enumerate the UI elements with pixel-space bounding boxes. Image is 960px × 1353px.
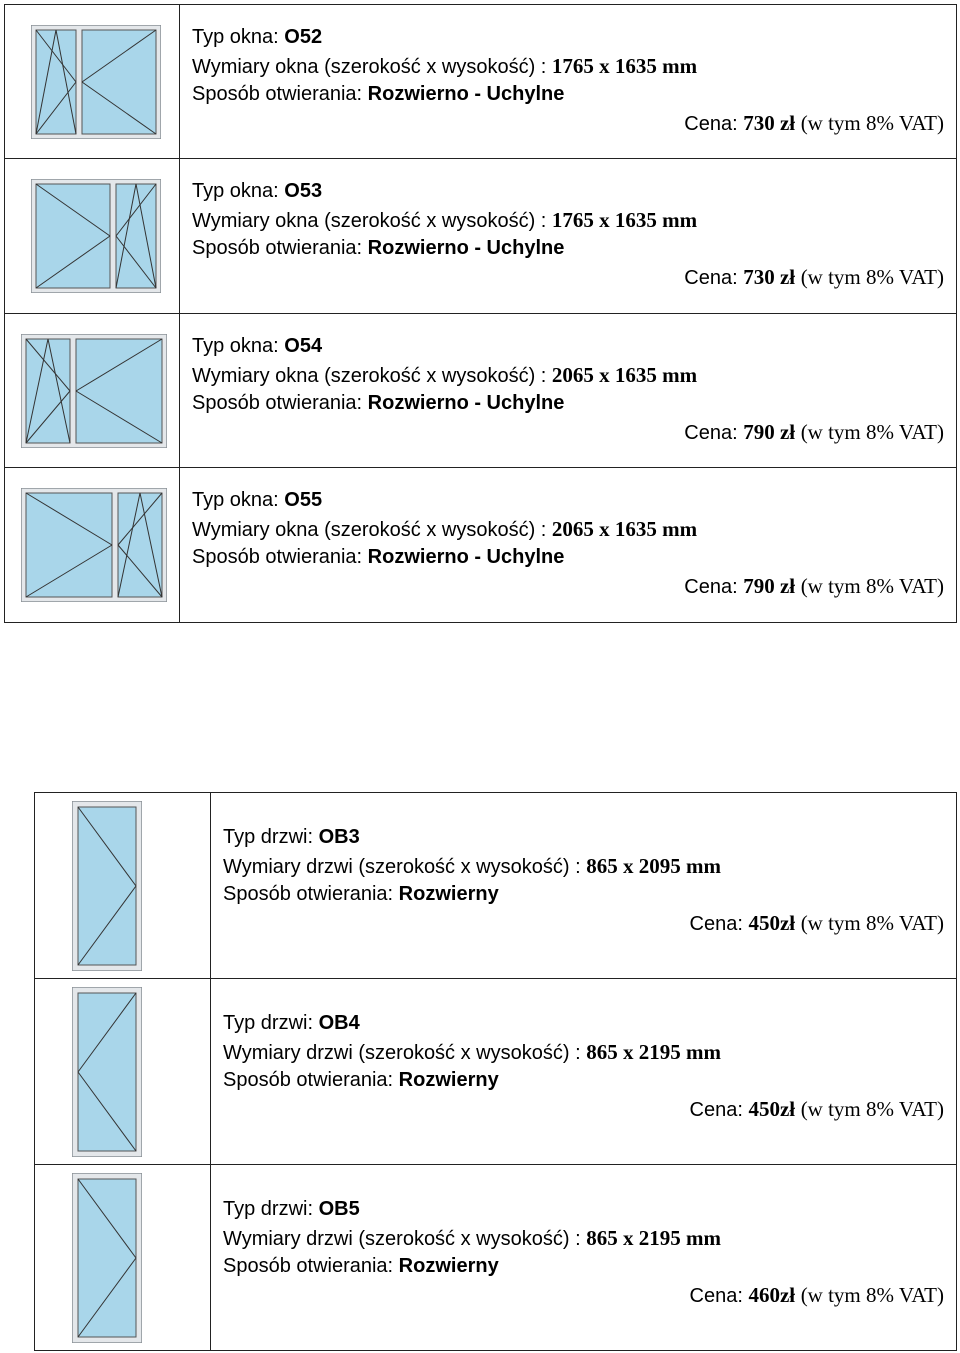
price-label: Cena: xyxy=(689,1284,743,1307)
door-price: 450zł xyxy=(748,1096,796,1121)
price-label: Cena: xyxy=(684,421,738,444)
type-label: Typ okna: xyxy=(192,26,279,48)
type-label: Typ okna: xyxy=(192,180,279,202)
door-ob5-diagram xyxy=(72,1173,142,1343)
dims-label: Wymiary okna (szerokość x wysokość) : xyxy=(192,209,547,232)
door-dims: 865 x 2195 mm xyxy=(586,1225,721,1250)
window-code: O52 xyxy=(284,26,323,48)
price-label: Cena: xyxy=(689,912,743,935)
window-o52-diagram xyxy=(31,25,161,139)
window-price: 730 zł xyxy=(743,110,796,135)
price-label: Cena: xyxy=(684,266,738,289)
window-price: 790 zł xyxy=(743,573,796,598)
window-opening: Rozwierno - Uchylne xyxy=(367,546,565,568)
window-dims: 1765 x 1635 mm xyxy=(551,53,698,78)
window-opening: Rozwierno - Uchylne xyxy=(367,83,565,105)
window-info-cell xyxy=(180,468,957,623)
dims-label: Wymiary okna (szerokość x wysokość) : xyxy=(192,518,547,541)
door-dims: 865 x 2195 mm xyxy=(586,1039,721,1064)
opening-label: Sposób otwierania: xyxy=(192,392,363,414)
door-opening: Rozwierny xyxy=(398,1069,499,1091)
type-label: Typ drzwi: xyxy=(223,826,314,848)
door-image-cell xyxy=(35,1165,211,1351)
price-label: Cena: xyxy=(684,575,738,598)
table-row xyxy=(35,979,957,1165)
door-image-cell xyxy=(35,979,211,1165)
dims-label: Wymiary okna (szerokość x wysokość) : xyxy=(192,55,547,78)
window-code: O55 xyxy=(284,489,323,511)
window-code: O53 xyxy=(284,180,323,202)
window-info-cell xyxy=(180,159,957,314)
window-image-cell xyxy=(5,468,180,623)
vat-note: (w tym 8% VAT) xyxy=(800,264,944,289)
door-ob4-diagram xyxy=(72,987,142,1157)
door-info-cell xyxy=(211,979,957,1165)
table-row xyxy=(5,5,957,159)
door-code: OB3 xyxy=(318,826,360,848)
window-o54-diagram xyxy=(21,334,167,448)
type-label: Typ drzwi: xyxy=(223,1012,314,1034)
opening-label: Sposób otwierania: xyxy=(223,1255,394,1277)
dims-label: Wymiary okna (szerokość x wysokość) : xyxy=(192,364,547,387)
door-price: 460zł xyxy=(748,1282,796,1307)
door-dims: 865 x 2095 mm xyxy=(586,853,721,878)
opening-label: Sposób otwierania: xyxy=(192,83,363,105)
table-row xyxy=(5,159,957,314)
type-label: Typ okna: xyxy=(192,335,279,357)
table-row xyxy=(35,1165,957,1351)
window-price: 790 zł xyxy=(743,419,796,444)
window-code: O54 xyxy=(284,335,323,357)
dims-label: Wymiary drzwi (szerokość x wysokość) : xyxy=(223,1227,581,1250)
dims-label: Wymiary drzwi (szerokość x wysokość) : xyxy=(223,855,581,878)
window-price: 730 zł xyxy=(743,264,796,289)
vat-note: (w tym 8% VAT) xyxy=(800,573,944,598)
door-ob3-diagram xyxy=(72,801,142,971)
door-code: OB4 xyxy=(318,1012,360,1034)
window-info-cell xyxy=(180,314,957,468)
window-opening: Rozwierno - Uchylne xyxy=(367,392,565,414)
doors-table xyxy=(34,792,957,1351)
door-image-cell xyxy=(35,793,211,979)
door-code: OB5 xyxy=(318,1198,360,1220)
window-image-cell xyxy=(5,5,180,159)
opening-label: Sposób otwierania: xyxy=(223,883,394,905)
opening-label: Sposób otwierania: xyxy=(192,237,363,259)
window-dims: 2065 x 1635 mm xyxy=(551,516,698,541)
table-row xyxy=(5,314,957,468)
door-price: 450zł xyxy=(748,910,796,935)
door-info-cell xyxy=(211,1165,957,1351)
dims-label: Wymiary drzwi (szerokość x wysokość) : xyxy=(223,1041,581,1064)
door-opening: Rozwierny xyxy=(398,883,499,905)
table-row xyxy=(5,468,957,623)
window-dims: 1765 x 1635 mm xyxy=(551,207,698,232)
vat-note: (w tym 8% VAT) xyxy=(800,419,944,444)
vat-note: (w tym 8% VAT) xyxy=(800,110,944,135)
type-label: Typ okna: xyxy=(192,489,279,511)
window-o55-diagram xyxy=(21,488,167,602)
window-o53-diagram xyxy=(31,179,161,293)
windows-table xyxy=(4,4,957,623)
opening-label: Sposób otwierania: xyxy=(192,546,363,568)
door-info-cell xyxy=(211,793,957,979)
window-image-cell xyxy=(5,314,180,468)
price-label: Cena: xyxy=(684,112,738,135)
door-opening: Rozwierny xyxy=(398,1255,499,1277)
window-dims: 2065 x 1635 mm xyxy=(551,362,698,387)
type-label: Typ drzwi: xyxy=(223,1198,314,1220)
window-image-cell xyxy=(5,159,180,314)
window-info-cell xyxy=(180,5,957,159)
opening-label: Sposób otwierania: xyxy=(223,1069,394,1091)
vat-note: (w tym 8% VAT) xyxy=(800,910,944,935)
price-label: Cena: xyxy=(689,1098,743,1121)
window-opening: Rozwierno - Uchylne xyxy=(367,237,565,259)
table-row xyxy=(35,793,957,979)
vat-note: (w tym 8% VAT) xyxy=(800,1282,944,1307)
vat-note: (w tym 8% VAT) xyxy=(800,1096,944,1121)
